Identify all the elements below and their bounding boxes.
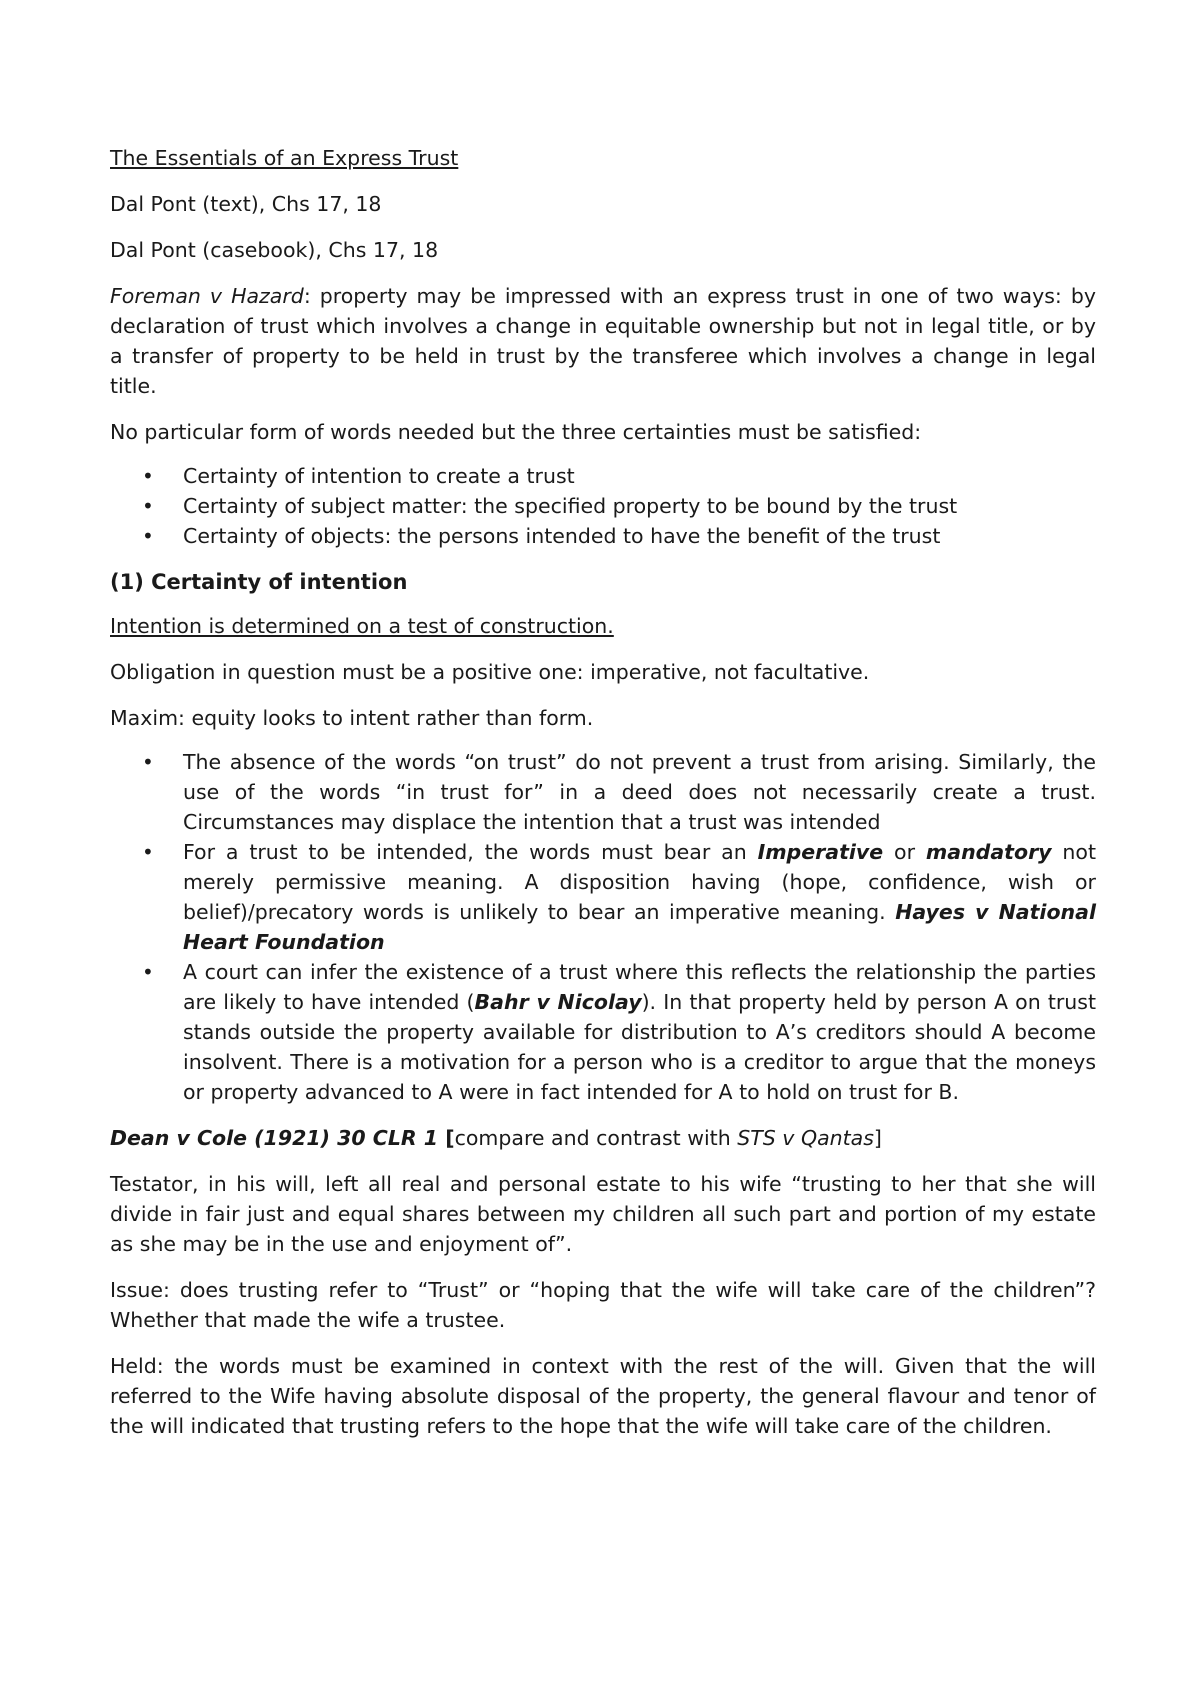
list-item-text: For a trust to be intended, the words must bear an: [183, 840, 758, 864]
list-item-text: Certainty of objects: the persons intended to have the benefit of the trust: [183, 524, 941, 548]
bullet-icon: •: [142, 750, 154, 774]
obligation-text: Obligation in question must be a positive one: imperative, not facultative.: [110, 660, 870, 684]
list-item-text: or: [883, 840, 926, 864]
list-item-text: Certainty of intention to create a trust: [183, 464, 575, 488]
reference-text: Dal Pont (text), Chs 17, 18: [110, 192, 382, 216]
bullet-icon: •: [142, 960, 154, 984]
list-item-text: A court can infer the existence of a trust where this reflects the relationship the parties are likely to have intended (: [183, 960, 1096, 1014]
list-item-text: The absence of the words “on trust” do not prevent a trust from arising. Similarly, the use of the words “in trust for” in a deed does not necessarily create a trust. Circumstances may displace the intention that a trust was intended: [183, 750, 1096, 834]
issue-paragraph: Issue: does trusting refer to “Trust” or “hoping that the wife will take care of the children”? Whether that made the wife a trustee.: [110, 1278, 1096, 1332]
document-title: The Essentials of an Express Trust: [110, 146, 459, 170]
list-item: [110, 747, 1096, 837]
list-item-text: ). In that property held by person A on trust stands outside the property available for distribution to A’s creditors should A become insolvent. There is a motivation for a person who is a creditor to argue that the moneys or property advanced to A were in fact intended for A to hold on trust for B.: [183, 990, 1096, 1104]
compare-text: compare and contrast with: [454, 1126, 738, 1150]
reference-casebook: Dal Pont (casebook), Chs 17, 18: [110, 238, 439, 262]
list-item: [110, 461, 1096, 491]
maxim-text: Maxim: equity looks to intent rather than form.: [110, 706, 594, 730]
foreman-text: : property may be impressed with an express trust in one of two ways: by declaration of trust which involves a change in equitable ownership but not in legal title, or by a transfer of property to be held in trust by the transferee which involves a change in legal title.: [110, 284, 1096, 398]
case-name-sts: STS v Qantas: [737, 1126, 874, 1150]
foreman-paragraph: [110, 281, 1096, 401]
bullet-icon: •: [142, 524, 154, 548]
case-name-hayes: Hayes v National Heart Foundation: [183, 900, 1096, 954]
case-name-foreman: Foreman v Hazard: [110, 284, 304, 308]
list-item-text: not merely permissive meaning. A disposition having (hope, confidence, wish or belief)/precatory words is unlikely to bear an imperative meaning.: [183, 840, 1096, 924]
bullet-icon: •: [142, 840, 154, 864]
held-paragraph: Held: the words must be examined in context with the rest of the will. Given that the will referred to the Wife having absolute disposal of the property, the general flavour and tenor of the will indicated that trusting refers to the hope that the wife will take care of the children.: [110, 1354, 1096, 1438]
case-title: Dean v Cole (1921) 30 CLR 1: [110, 1126, 439, 1150]
list-item: [110, 521, 1096, 551]
certainties-intro: No particular form of words needed but the three certainties must be satisfied:: [110, 420, 922, 444]
list-item: [110, 491, 1096, 521]
emphasis-mandatory: mandatory: [925, 840, 1052, 864]
section-heading: (1) Certainty of intention: [110, 570, 408, 594]
document-body: [110, 143, 1096, 1457]
emphasis-imperative: Imperative: [757, 840, 884, 864]
list-item: [110, 957, 1096, 1107]
bracket-open: [: [438, 1126, 455, 1150]
intention-test: Intention is determined on a test of construction.: [110, 614, 614, 638]
certainties-list: [110, 461, 1096, 551]
case-name-bahr: Bahr v Nicolay: [474, 990, 642, 1014]
list-item: [110, 837, 1096, 957]
intention-list: [110, 747, 1096, 1107]
testator-paragraph: Testator, in his will, left all real and personal estate to his wife “trusting to her that she will divide in fair just and equal shares between my children all such part and portion of my estate as she may be in the use and enjoyment of”.: [110, 1172, 1096, 1256]
list-item-text: Certainty of subject matter: the specified property to be bound by the trust: [183, 494, 958, 518]
bullet-icon: •: [142, 464, 154, 488]
bracket-close: ]: [873, 1126, 882, 1150]
case-heading: [110, 1123, 1096, 1153]
bullet-icon: •: [142, 494, 154, 518]
